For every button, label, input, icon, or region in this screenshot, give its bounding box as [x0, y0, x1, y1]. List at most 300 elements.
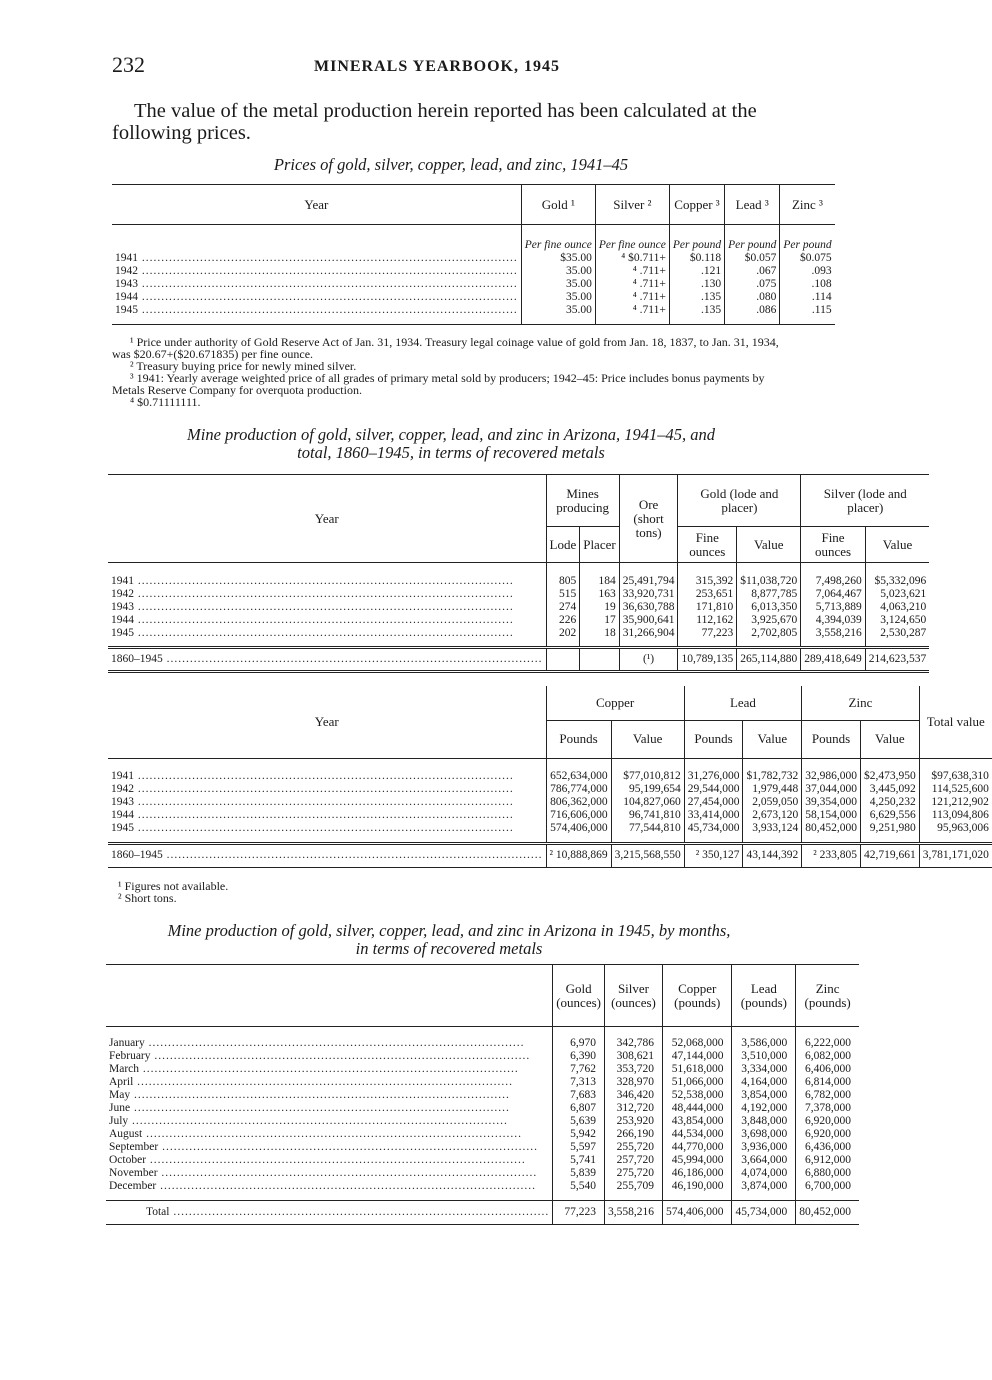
table-cell: .135: [669, 304, 724, 317]
total-cell: 10,789,135: [678, 648, 737, 672]
table-cell: 39,354,000: [802, 796, 861, 809]
table-cell: 6,629,556: [860, 809, 919, 822]
table-cell: 5,597: [553, 1141, 605, 1154]
table-cell: $11,038,720: [737, 575, 801, 588]
table-cell: 805: [546, 575, 580, 588]
table-cell: 346,420: [604, 1089, 662, 1102]
table-cell: 806,362,000: [546, 796, 611, 809]
table-cell: 35,900,641: [619, 614, 678, 627]
col-header-copper-pounds: Pounds: [546, 720, 611, 758]
col-header-line: (pounds): [804, 994, 851, 1010]
table-cell: 2,059,050: [743, 796, 802, 809]
table-cell: 3,854,000: [732, 1089, 796, 1102]
table-row: [108, 770, 992, 783]
table3-footnotes: [118, 880, 228, 904]
unit-zinc: Per pound: [780, 239, 835, 252]
row-month: June .....: [106, 1102, 553, 1115]
row-month: October .....: [106, 1154, 553, 1167]
table4-caption-line2: in terms of recovered metals: [355, 939, 543, 958]
table-cell: 266,190: [604, 1128, 662, 1141]
total-cell: (¹): [619, 648, 678, 672]
total-cell: 265,114,880: [737, 648, 801, 672]
table-cell: 114,525,600: [919, 783, 992, 796]
table-row: [112, 304, 835, 317]
table-cell: 77,544,810: [611, 822, 684, 835]
table-row: [106, 1115, 859, 1128]
table-row: [108, 627, 929, 640]
table-row: [106, 1037, 859, 1050]
table-cell: $1,782,732: [743, 770, 802, 783]
table-cell: 19: [580, 601, 619, 614]
col-header: [732, 965, 796, 1027]
table-cell: .114: [780, 291, 835, 304]
row-year: 1941 .....: [108, 770, 546, 783]
total-cell: 80,452,000: [796, 1201, 859, 1225]
col-header-gold-value: Value: [737, 527, 801, 563]
table-cell: 3,933,124: [743, 822, 802, 835]
table-cell: 31,276,000: [684, 770, 743, 783]
table-row: [106, 1076, 859, 1089]
total-cell: ² 233,805: [802, 843, 861, 867]
table-cell: $0.057: [725, 252, 780, 265]
table-cell: 51,066,000: [662, 1076, 732, 1089]
table-cell: 45,734,000: [684, 822, 743, 835]
table-cell: 52,068,000: [662, 1037, 732, 1050]
table-cell: 4,074,000: [732, 1167, 796, 1180]
table-cell: 35.00: [521, 265, 595, 278]
unit-gold: Per fine ounce: [521, 239, 595, 252]
col-header-lead: Lead: [684, 686, 802, 720]
col-header-silver: Silver (lode and placer): [801, 475, 930, 527]
total-cell: [546, 648, 580, 672]
table-row: [108, 783, 992, 796]
row-month: April .....: [106, 1076, 553, 1089]
table-cell: $35.00: [521, 252, 595, 265]
footnote: ⁴ $0.71111111.: [130, 395, 201, 409]
table-cell: 6,920,000: [796, 1115, 859, 1128]
table-cell: 32,986,000: [802, 770, 861, 783]
row-year: 1945 .....: [108, 627, 546, 640]
table-cell: 3,558,216: [801, 627, 866, 640]
table-row: [106, 1102, 859, 1115]
total-cell: [580, 648, 619, 672]
row-year: 1945 .....: [112, 304, 521, 317]
table-cell: 35.00: [521, 278, 595, 291]
footnote: ¹ Price under authority of Gold Reserve Act of Jan. 31, 1934. Treasury legal coinage value of gold from Jan. 18, 1837, to Jan. 31, 1934, was $20.67+($20.671835) per fine ounce.: [112, 335, 779, 361]
table-row: [106, 1063, 859, 1076]
total-label: Total .....: [106, 1201, 553, 1225]
col-header-lead: Lead ³: [725, 185, 780, 225]
table-cell: .115: [780, 304, 835, 317]
table-cell: 2,702,805: [737, 627, 801, 640]
table-cell: 6,222,000: [796, 1037, 859, 1050]
table-cell: .130: [669, 278, 724, 291]
table2-caption-line2: total, 1860–1945, in terms of recovered metals: [297, 443, 605, 462]
table-row: [106, 1167, 859, 1180]
arizona-metals-value-table: [108, 686, 989, 868]
col-header-gold: Gold ¹: [521, 185, 595, 225]
row-year: 1942 .....: [108, 783, 546, 796]
table-row: [108, 614, 929, 627]
table-cell: ⁴ $0.711+: [595, 252, 669, 265]
intro-text: The value of the metal production herein reported has been calculated at the following prices.: [112, 100, 757, 144]
row-year: 1942 .....: [108, 588, 546, 601]
table-cell: 7,498,260: [801, 575, 866, 588]
col-header: [796, 965, 859, 1027]
table-cell: 33,920,731: [619, 588, 678, 601]
table-cell: 6,406,000: [796, 1063, 859, 1076]
footnote: ² Short tons.: [118, 891, 177, 905]
table-row: [106, 1089, 859, 1102]
row-year: 1941 .....: [108, 575, 546, 588]
intro-paragraph: [112, 100, 792, 144]
table-cell: 35.00: [521, 291, 595, 304]
table-cell: 6,814,000: [796, 1076, 859, 1089]
table-row: [112, 278, 835, 291]
col-header-total-value: Total value: [919, 686, 992, 758]
table-cell: 6,700,000: [796, 1180, 859, 1193]
row-year: 1943 .....: [112, 278, 521, 291]
table-cell: 308,621: [604, 1050, 662, 1063]
table-cell: 52,538,000: [662, 1089, 732, 1102]
table-cell: .135: [669, 291, 724, 304]
page-number: 232: [112, 52, 145, 77]
table-cell: 5,942: [553, 1128, 605, 1141]
table-cell: 58,154,000: [802, 809, 861, 822]
table4-caption: [108, 922, 790, 958]
table-row: [112, 252, 835, 265]
table-row: [108, 588, 929, 601]
table-row: [106, 1141, 859, 1154]
row-month: January .....: [106, 1037, 553, 1050]
col-header-zinc: Zinc: [802, 686, 920, 720]
row-year: 1945 .....: [108, 822, 546, 835]
table-cell: .067: [725, 265, 780, 278]
table-cell: 37,044,000: [802, 783, 861, 796]
row-month: March .....: [106, 1063, 553, 1076]
table-cell: 5,741: [553, 1154, 605, 1167]
table-row: [108, 809, 992, 822]
table-row: [108, 601, 929, 614]
table-cell: 18: [580, 627, 619, 640]
table-cell: 275,720: [604, 1167, 662, 1180]
unit-copper: Per pound: [669, 239, 724, 252]
table-cell: 3,936,000: [732, 1141, 796, 1154]
table-cell: 4,192,000: [732, 1102, 796, 1115]
col-header-placer: Placer: [580, 527, 619, 563]
row-year: 1942 .....: [112, 265, 521, 278]
table-cell: 3,124,650: [865, 614, 929, 627]
table-cell: $2,473,950: [860, 770, 919, 783]
table2-caption-line1: Mine production of gold, silver, copper, lead, and zinc in Arizona, 1941–45, and: [187, 425, 715, 444]
table-cell: 95,963,006: [919, 822, 992, 835]
table-cell: 7,683: [553, 1089, 605, 1102]
table-cell: 4,394,039: [801, 614, 866, 627]
table-cell: 7,378,000: [796, 1102, 859, 1115]
table-cell: 6,782,000: [796, 1089, 859, 1102]
table-cell: 8,877,785: [737, 588, 801, 601]
table-cell: 6,013,350: [737, 601, 801, 614]
table-row: [112, 291, 835, 304]
table-cell: $77,010,812: [611, 770, 684, 783]
table-cell: .086: [725, 304, 780, 317]
table-cell: 9,251,980: [860, 822, 919, 835]
table-cell: 6,920,000: [796, 1128, 859, 1141]
table-cell: .075: [725, 278, 780, 291]
table-cell: 3,510,000: [732, 1050, 796, 1063]
table-cell: 35.00: [521, 304, 595, 317]
table-cell: 25,491,794: [619, 575, 678, 588]
table-cell: 5,540: [553, 1180, 605, 1193]
table-cell: 5,639: [553, 1115, 605, 1128]
table-cell: 6,912,000: [796, 1154, 859, 1167]
table-cell: 3,445,092: [860, 783, 919, 796]
table-cell: 3,664,000: [732, 1154, 796, 1167]
table-cell: 7,313: [553, 1076, 605, 1089]
table2-caption: [112, 426, 790, 462]
table-cell: 31,266,904: [619, 627, 678, 640]
total-cell: 289,418,649: [801, 648, 866, 672]
table-cell: 312,720: [604, 1102, 662, 1115]
prices-table: [112, 184, 832, 325]
table-cell: 2,530,287: [865, 627, 929, 640]
table-cell: 3,848,000: [732, 1115, 796, 1128]
table-cell: 2,673,120: [743, 809, 802, 822]
table-cell: 80,452,000: [802, 822, 861, 835]
table-cell: 4,250,232: [860, 796, 919, 809]
col-header-line: Lead: [750, 980, 777, 996]
row-month: November .....: [106, 1167, 553, 1180]
table-cell: 43,854,000: [662, 1115, 732, 1128]
col-header-zinc-value: Value: [860, 720, 919, 758]
col-header-mines: Mines producing: [546, 475, 619, 527]
table-cell: 46,190,000: [662, 1180, 732, 1193]
table-cell: $5,332,096: [865, 575, 929, 588]
col-header-lead-pounds: Pounds: [684, 720, 743, 758]
total-cell: 3,558,216: [604, 1201, 662, 1225]
row-month: August .....: [106, 1128, 553, 1141]
col-header-copper-value: Value: [611, 720, 684, 758]
table-cell: 3,334,000: [732, 1063, 796, 1076]
table-cell: 274: [546, 601, 580, 614]
table-cell: 47,144,000: [662, 1050, 732, 1063]
table-row: [108, 575, 929, 588]
table-cell: .080: [725, 291, 780, 304]
row-year: 1944 .....: [108, 614, 546, 627]
table-cell: 29,544,000: [684, 783, 743, 796]
table-cell: 3,586,000: [732, 1037, 796, 1050]
table-cell: 33,414,000: [684, 809, 743, 822]
table-cell: 7,762: [553, 1063, 605, 1076]
table-cell: 253,920: [604, 1115, 662, 1128]
table-cell: 17: [580, 614, 619, 627]
total-label: 1860–1945 .....: [108, 648, 546, 672]
table-cell: 786,774,000: [546, 783, 611, 796]
table-row: [108, 822, 992, 835]
table-cell: 51,618,000: [662, 1063, 732, 1076]
total-cell: ² 350,127: [684, 843, 743, 867]
table-cell: 3,698,000: [732, 1128, 796, 1141]
unit-lead: Per pound: [725, 239, 780, 252]
table-cell: 171,810: [678, 601, 737, 614]
table-row: [106, 1154, 859, 1167]
table-cell: 5,839: [553, 1167, 605, 1180]
col-header: [604, 965, 662, 1027]
table-cell: 257,720: [604, 1154, 662, 1167]
table-cell: 574,406,000: [546, 822, 611, 835]
footnote: ¹ Figures not available.: [118, 879, 229, 893]
col-header-line: Zinc: [815, 980, 840, 996]
row-year: 1944 .....: [108, 809, 546, 822]
col-header-lode: Lode: [546, 527, 580, 563]
table-row: [106, 1128, 859, 1141]
table-cell: 652,634,000: [546, 770, 611, 783]
col-header-silver-value: Value: [865, 527, 929, 563]
table-cell: .093: [780, 265, 835, 278]
monthly-production-table: [106, 964, 851, 1225]
table-cell: 27,454,000: [684, 796, 743, 809]
col-header-year: Year: [108, 686, 546, 758]
table-cell: $97,638,310: [919, 770, 992, 783]
table-cell: 6,082,000: [796, 1050, 859, 1063]
col-header-line: (ounces): [556, 994, 601, 1010]
table-cell: 5,713,889: [801, 601, 866, 614]
col-header-lead-value: Value: [743, 720, 802, 758]
col-header: [553, 965, 605, 1027]
table-cell: $0.075: [780, 252, 835, 265]
table-cell: ⁴ .711+: [595, 265, 669, 278]
table-cell: .121: [669, 265, 724, 278]
col-header-silver: Silver ²: [595, 185, 669, 225]
table-cell: 3,925,670: [737, 614, 801, 627]
table-cell: 515: [546, 588, 580, 601]
table-cell: 46,186,000: [662, 1167, 732, 1180]
running-title: MINERALS YEARBOOK, 1945: [314, 58, 560, 75]
col-header-silver-ounces: Fine ounces: [801, 527, 866, 563]
col-header-zinc: Zinc ³: [780, 185, 835, 225]
row-month: July .....: [106, 1115, 553, 1128]
table-row: [112, 265, 835, 278]
table-cell: 226: [546, 614, 580, 627]
table-cell: 353,720: [604, 1063, 662, 1076]
table-cell: 113,094,806: [919, 809, 992, 822]
col-header-copper: Copper: [546, 686, 684, 720]
table-cell: 121,212,902: [919, 796, 992, 809]
col-header-line: Copper: [678, 980, 717, 996]
row-month: September .....: [106, 1141, 553, 1154]
table1-caption: Prices of gold, silver, copper, lead, and zinc, 1941–45: [273, 155, 629, 174]
col-header-line: Silver: [617, 980, 650, 996]
table-cell: 7,064,467: [801, 588, 866, 601]
table-cell: 77,223: [678, 627, 737, 640]
table-cell: ⁴ .711+: [595, 304, 669, 317]
total-cell: 214,623,537: [865, 648, 929, 672]
col-header-line: (ounces): [611, 994, 656, 1010]
table-cell: 3,874,000: [732, 1180, 796, 1193]
row-month: December .....: [106, 1180, 553, 1193]
table-cell: 716,606,000: [546, 809, 611, 822]
total-cell: 42,719,661: [860, 843, 919, 867]
table-cell: 202: [546, 627, 580, 640]
table-cell: 44,534,000: [662, 1128, 732, 1141]
col-header-year: Year: [108, 475, 546, 563]
table-cell: 44,770,000: [662, 1141, 732, 1154]
table-cell: 255,709: [604, 1180, 662, 1193]
table-cell: 6,970: [553, 1037, 605, 1050]
table-cell: .108: [780, 278, 835, 291]
table4-caption-line1: Mine production of gold, silver, copper, lead, and zinc in Arizona in 1945, by months,: [167, 921, 731, 940]
col-header-year: Year: [304, 196, 329, 212]
row-year: 1943 .....: [108, 601, 546, 614]
col-header-ore: Ore (short tons): [619, 475, 678, 563]
table-row: [106, 1180, 859, 1193]
col-header-zinc-pounds: Pounds: [802, 720, 861, 758]
table-row: [106, 1050, 859, 1063]
unit-silver: Per fine ounce: [595, 239, 669, 252]
table-cell: 253,651: [678, 588, 737, 601]
arizona-production-table: [108, 474, 927, 673]
total-cell: 43,144,392: [743, 843, 802, 867]
table-cell: 163: [580, 588, 619, 601]
footnote: ² Treasury buying price for newly mined silver.: [130, 359, 357, 373]
table-cell: ⁴ .711+: [595, 291, 669, 304]
col-header: [662, 965, 732, 1027]
table-cell: 184: [580, 575, 619, 588]
table-cell: 6,436,000: [796, 1141, 859, 1154]
table-cell: 328,970: [604, 1076, 662, 1089]
table-cell: 95,199,654: [611, 783, 684, 796]
table-row: [108, 796, 992, 809]
table-cell: 96,741,810: [611, 809, 684, 822]
col-header-line: (pounds): [740, 994, 787, 1010]
row-month: May .....: [106, 1089, 553, 1102]
table-cell: 5,023,621: [865, 588, 929, 601]
table1-footnotes: [112, 336, 790, 408]
table-cell: $0.118: [669, 252, 724, 265]
total-cell: ² 10,888,869: [546, 843, 611, 867]
table-cell: 104,827,060: [611, 796, 684, 809]
col-header-line: (pounds): [674, 994, 721, 1010]
table-cell: 315,392: [678, 575, 737, 588]
row-year: 1943 .....: [108, 796, 546, 809]
footnote: ³ 1941: Yearly average weighted price of all grades of primary metal sold by producers; 1942–45: Price includes bonus payments by Metals Reserve Company for overquota production.: [112, 371, 765, 397]
table-cell: 112,162: [678, 614, 737, 627]
table-cell: 342,786: [604, 1037, 662, 1050]
col-header-gold: Gold (lode and placer): [678, 475, 801, 527]
total-cell: 574,406,000: [662, 1201, 732, 1225]
total-cell: 3,215,568,550: [611, 843, 684, 867]
total-cell: 77,223: [553, 1201, 605, 1225]
row-year: 1941 .....: [112, 252, 521, 265]
table-cell: 45,994,000: [662, 1154, 732, 1167]
col-header-line: Gold: [565, 980, 592, 996]
table-cell: 48,444,000: [662, 1102, 732, 1115]
table-cell: 6,390: [553, 1050, 605, 1063]
total-label: 1860–1945 .....: [108, 843, 546, 867]
table-cell: 6,880,000: [796, 1167, 859, 1180]
table-cell: ⁴ .711+: [595, 278, 669, 291]
table-cell: 1,979,448: [743, 783, 802, 796]
total-cell: 3,781,171,020: [919, 843, 992, 867]
col-header-copper: Copper ³: [669, 185, 724, 225]
table-cell: 4,063,210: [865, 601, 929, 614]
row-month: February .....: [106, 1050, 553, 1063]
total-cell: 45,734,000: [732, 1201, 796, 1225]
table-cell: 4,164,000: [732, 1076, 796, 1089]
col-header-gold-ounces: Fine ounces: [678, 527, 737, 563]
row-year: 1944 .....: [112, 291, 521, 304]
table-cell: 255,720: [604, 1141, 662, 1154]
